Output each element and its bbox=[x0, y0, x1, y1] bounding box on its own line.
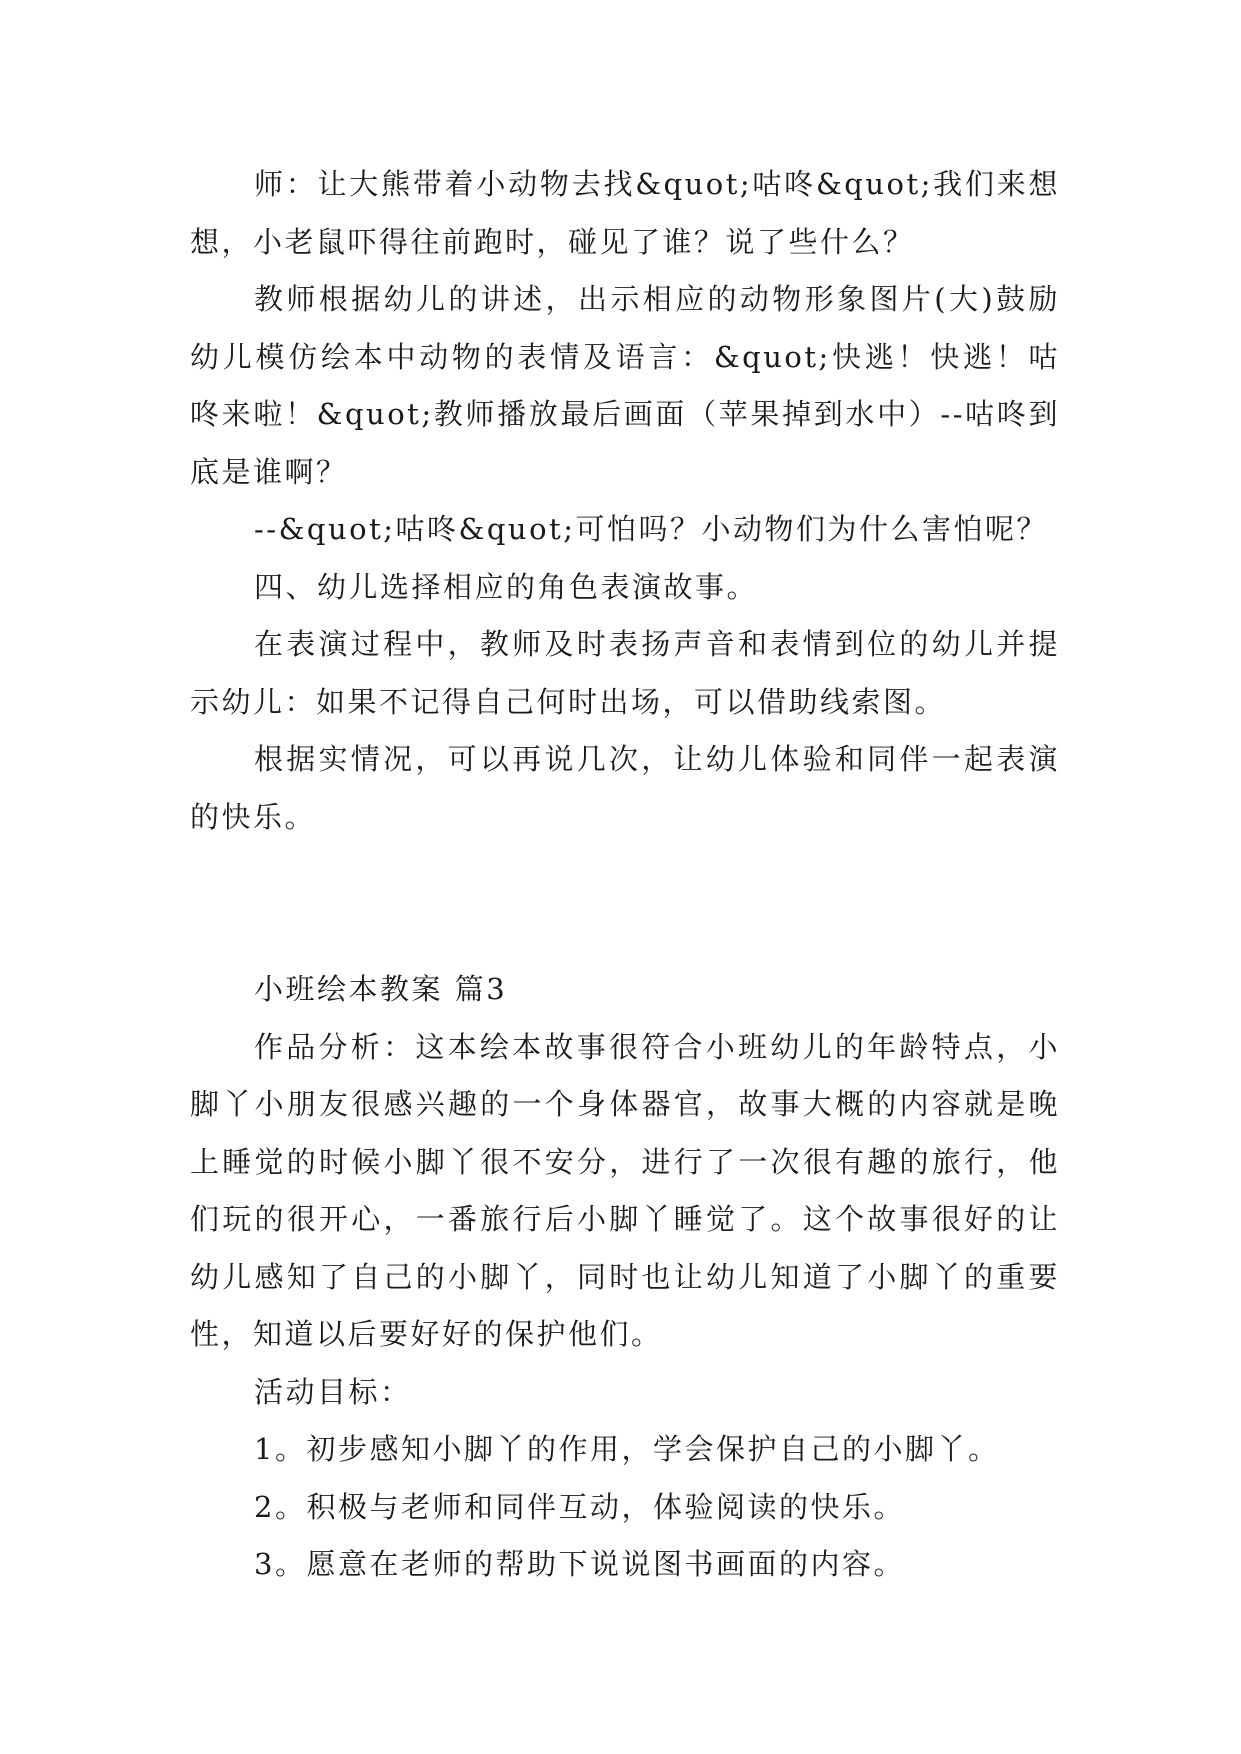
list-item: 2。积极与老师和同伴互动，体验阅读的快乐。 bbox=[254, 1489, 905, 1524]
paragraph: 师：让大熊带着小动物去找&quot;咕咚&quot;我们来想想，小老鼠吓得往前跑时，碰见了谁？说了些什么？ bbox=[190, 167, 1060, 259]
list-item: 1。初步感知小脚丫的作用，学会保护自己的小脚丫。 bbox=[254, 1432, 1000, 1466]
section-gap bbox=[190, 846, 1060, 961]
section-title: 小班绘本教案 篇3 bbox=[254, 972, 508, 1006]
paragraph: 活动目标： bbox=[254, 1374, 412, 1409]
paragraph: 四、幼儿选择相应的角色表演故事。 bbox=[254, 569, 759, 604]
paragraph: 根据实情况，可以再说几次，让幼儿体验和同伴一起表演的快乐。 bbox=[190, 742, 1060, 834]
document-page bbox=[190, 156, 1060, 1594]
list-item: 3。愿意在老师的帮助下说说图书画面的内容。 bbox=[254, 1547, 905, 1581]
paragraph: 在表演过程中，教师及时表扬声音和表情到位的幼儿并提示幼儿：如果不记得自己何时出场，可以借助线索图。 bbox=[190, 627, 1060, 719]
paragraph: 教师根据幼儿的讲述，出示相应的动物形象图片(大)鼓励幼儿模仿绘本中动物的表情及语言：&quot;快逃！快逃！咕咚来啦！&quot;教师播放最后画面（苹果掉到水中）--咕咚到底是谁啊？ bbox=[190, 282, 1060, 489]
paragraph: --&quot;咕咚&quot;可怕吗？小动物们为什么害怕呢？ bbox=[254, 512, 1048, 546]
paragraph: 作品分析：这本绘本故事很符合小班幼儿的年龄特点，小脚丫小朋友很感兴趣的一个身体器官，故事大概的内容就是晚上睡觉的时候小脚丫很不安分，进行了一次很有趣的旅行，他们玩的很开心，一番旅行后小脚丫睡觉了。这个故事很好的让幼儿感知了自己的小脚丫，同时也让幼儿知道了小脚丫的重要性，知道以后要好好的保护他们。 bbox=[190, 1029, 1060, 1351]
